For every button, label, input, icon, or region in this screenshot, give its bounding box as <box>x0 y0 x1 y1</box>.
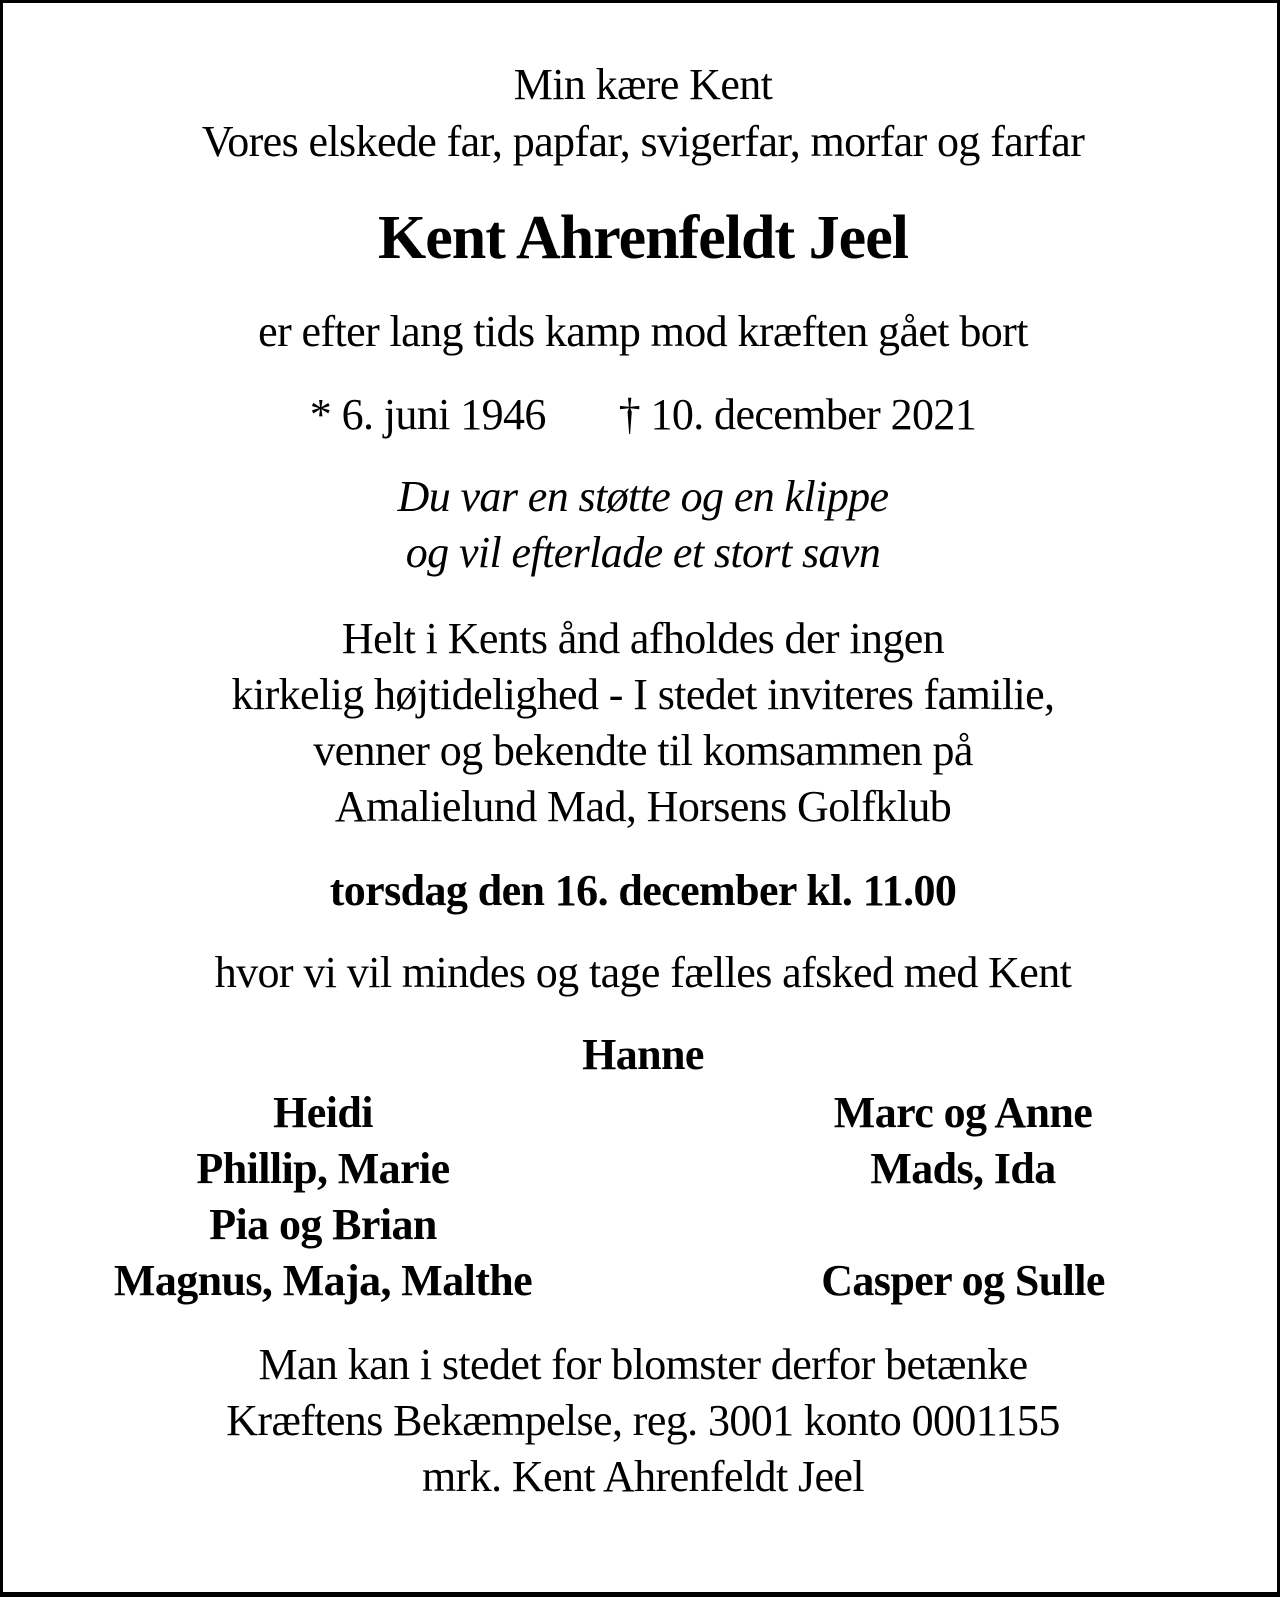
ceremony-line-4: Amalielund Mad, Horsens Golfklub <box>334 782 952 831</box>
donation-line-3: mrk. Kent Ahrenfeldt Jeel <box>422 1452 864 1501</box>
signature-right-1: Marc og Anne <box>833 1088 1093 1137</box>
verse-line-1: Du var en støtte og en klippe <box>397 472 889 521</box>
event-time: torsdag den 16. december kl. 11.00 <box>329 866 957 915</box>
birth-date: 6. juni 1946 <box>341 390 546 439</box>
relation-line: Vores elskede far, papfar, svigerfar, morfar og farfar <box>201 117 1085 166</box>
signature-left-3: Pia og Brian <box>209 1200 437 1249</box>
life-dates <box>3 389 1280 440</box>
ceremony-line-3: venner og bekendte til komsammen på <box>313 726 973 775</box>
ceremony-line-1: Helt i Kents ånd afholdes der ingen <box>341 614 945 663</box>
signature-left-1: Heidi <box>273 1088 373 1137</box>
deceased-name: Kent Ahrenfeldt Jeel <box>378 204 908 272</box>
birth-symbol: * <box>309 390 332 439</box>
donation-line-2: Kræftens Bekæmpelse, reg. 3001 konto 0001155 <box>226 1396 1060 1445</box>
announcement: er efter lang tids kamp mod kræften gået bort <box>258 307 1028 356</box>
greeting: Min kære Kent <box>513 60 773 109</box>
ceremony-line-2: kirkelig højtidelighed - I stedet inviteres familie, <box>231 670 1055 719</box>
death-date: 10. december 2021 <box>650 390 977 439</box>
signature-right-2: Mads, Ida <box>870 1144 1056 1193</box>
signature-spouse: Hanne <box>582 1030 704 1079</box>
verse-line-2: og vil efterlade et stort savn <box>405 528 881 577</box>
donation-line-1: Man kan i stedet for blomster derfor betænke <box>258 1340 1028 1389</box>
signature-left-2: Phillip, Marie <box>196 1144 450 1193</box>
signature-right-4: Casper og Sulle <box>821 1256 1105 1305</box>
signature-left-4: Magnus, Maja, Malthe <box>113 1256 533 1305</box>
farewell-text: hvor vi vil mindes og tage fælles afsked med Kent <box>214 948 1072 997</box>
death-symbol-dagger-icon: † <box>618 390 641 439</box>
